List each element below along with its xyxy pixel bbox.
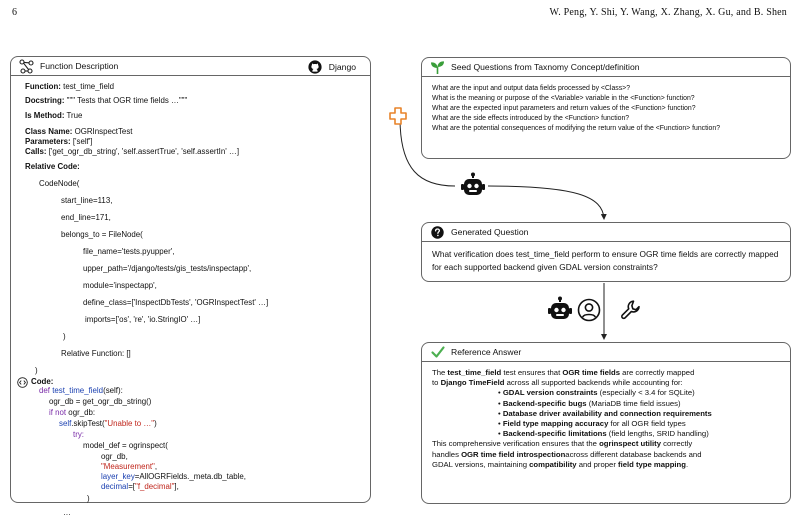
answer-bullet: • Field type mapping accuracy for all OGR field types — [432, 419, 780, 429]
file-node-close: ) — [25, 327, 356, 344]
generated-question-text: What verification does test_time_field perform to ensure OGR time fields are correctly mapped for each supported backend given GDAL version constraints? — [422, 242, 790, 280]
reference-answer-text — [422, 362, 790, 476]
calls-value: ['get_ogr_db_string', 'self.assertTrue', 'self.assertIn' …] — [49, 147, 239, 156]
checkmark-icon — [430, 345, 445, 360]
code-line-ogr-db: ogr_db = get_ogr_db_string() — [25, 398, 356, 409]
running-header-authors: W. Peng, Y. Shi, Y. Wang, X. Zhang, X. Gu, and B. Shen — [550, 7, 788, 18]
relative-code-label: Relative Code: — [25, 158, 356, 174]
class-name-value: OGRInspectTest — [75, 127, 133, 136]
answer-line: The test_time_field test ensures that OGR time fields are correctly mapped — [432, 368, 780, 378]
code-label: Code: — [31, 378, 53, 386]
robot-icon — [546, 296, 574, 329]
code-line-try: try: — [25, 431, 356, 442]
reference-answer-title: Reference Answer — [451, 347, 521, 357]
module: module='inspectapp', — [25, 276, 356, 293]
seed-questions-list — [422, 77, 790, 141]
code-line-close: ) — [25, 495, 356, 509]
function-value: test_time_field — [63, 82, 114, 91]
end-line: end_line=171, — [25, 208, 356, 225]
generated-question-header — [422, 223, 790, 242]
answer-bullet: • Backend-specific bugs (MariaDB time field issues) — [432, 399, 780, 409]
code-line-arg-measurement: "Measurement", — [25, 463, 356, 473]
docstring-label: Docstring: — [25, 96, 64, 105]
function-label: Function: — [25, 82, 61, 91]
is-method-label: Is Method: — [25, 111, 64, 120]
code-line-skip: self.skipTest("Unable to …") — [25, 420, 356, 431]
answer-bullet: • Database driver availability and connection requirements — [432, 409, 780, 419]
parameters-label: Parameters: — [25, 137, 71, 146]
seed-question: What are the potential consequences of modifying the return value of the <Function> function? — [432, 124, 780, 134]
imports: imports=['os', 're', 'io.StringIO' …] — [25, 310, 356, 327]
parameters-value: ['self'] — [73, 137, 93, 146]
answer-bullet: • Backend-specific limitations (field lengths, SRID handling) — [432, 429, 780, 439]
seed-question: What are the input and output data fields processed by <Class>? — [432, 84, 780, 94]
seed-questions-title: Seed Questions from Taxnomy Concept/definition — [451, 62, 640, 72]
generated-question-panel — [421, 222, 791, 282]
robot-icon — [459, 172, 487, 205]
docstring-value: """ Tests that OGR time fields …""" — [67, 96, 188, 105]
plus-icon — [388, 106, 408, 131]
calls-label: Calls: — [25, 147, 47, 156]
code-node-open: CodeNode( — [25, 174, 356, 191]
page-number: 6 — [12, 7, 17, 18]
bot-to-generated-arrow — [488, 186, 604, 219]
seed-question: What is the meaning or purpose of the <Variable> variable in the <Function> function? — [432, 94, 780, 104]
code-line-def: def test_time_field(self): — [25, 387, 356, 398]
code-node-close: ) — [25, 361, 356, 375]
seed-question: What are the side effects introduced by the <Function> function? — [432, 114, 780, 124]
class-name-label: Class Name: — [25, 127, 72, 136]
file-name: file_name='tests.pyupper', — [25, 242, 356, 259]
person-icon — [577, 298, 601, 327]
code-line-ellipsis: … — [25, 509, 356, 519]
seed-questions-panel — [421, 57, 791, 159]
is-method-value: True — [67, 111, 83, 120]
generated-question-title: Generated Question — [451, 227, 528, 237]
code-line-decimal: decimal=["f_decimal"], — [25, 483, 356, 495]
upper-path: upper_path='/django/tests/gis_tests/inspectapp', — [25, 259, 356, 276]
answer-line: GDAL versions, maintaining compatibility and proper field type mapping. — [432, 460, 780, 470]
answer-line: handles OGR time field introspectionacross different database backends and — [432, 450, 780, 460]
answer-bullet: • GDAL version constraints (especially < 3.4 for SQLite) — [432, 388, 780, 398]
code-line-layer-key: layer_key=AllOGRFields._meta.db_table, — [25, 473, 356, 483]
question-icon — [430, 225, 445, 240]
reference-answer-panel — [421, 342, 791, 504]
seed-questions-header — [422, 58, 790, 77]
wrench-icon — [619, 298, 643, 327]
code-line-if: if not ogr_db: — [25, 409, 356, 420]
code-line-model-def: model_def = ogrinspect( — [25, 442, 356, 453]
code-line-arg-db: ogr_db, — [25, 453, 356, 463]
start-line: start_line=113, — [25, 191, 356, 208]
answer-line: This comprehensive verification ensures that the ogrinspect utility correctly — [432, 439, 780, 449]
repo-name: Django — [329, 62, 356, 72]
sprout-icon — [430, 60, 445, 75]
function-description-title: Function Description — [40, 61, 118, 71]
relative-function: Relative Function: [] — [25, 344, 356, 361]
answer-line: to Django TimeField across all supported backends while accounting for: — [432, 378, 780, 388]
belongs-to: belongs_to = FileNode( — [25, 225, 356, 242]
define-class: define_class=['InspectDbTests', 'OGRInspectTest' …] — [25, 293, 356, 310]
seed-question: What are the expected input parameters and return values of the <Function> function? — [432, 104, 780, 114]
reference-answer-header — [422, 343, 790, 362]
